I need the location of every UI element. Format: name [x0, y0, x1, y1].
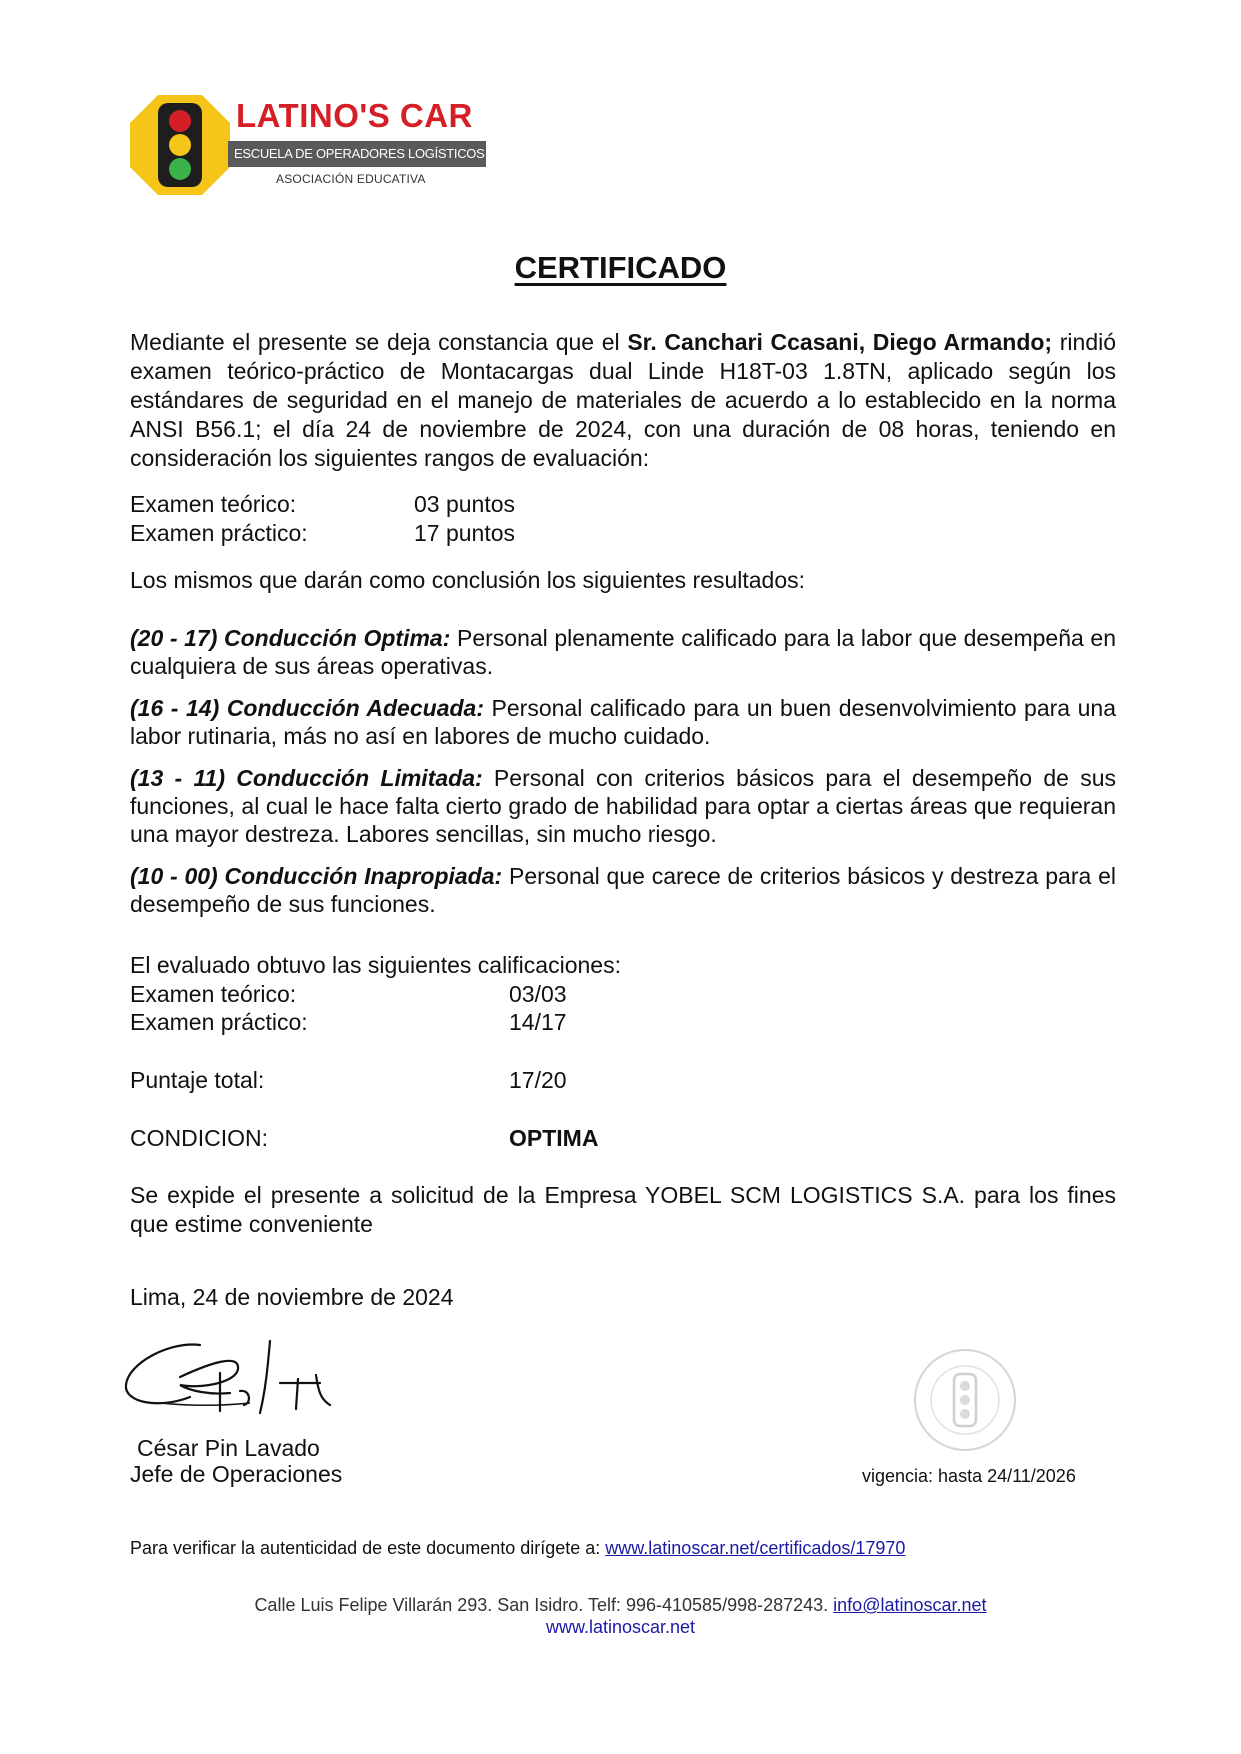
traffic-light-icon	[128, 93, 232, 197]
range-row-practice-label: Examen práctico:	[130, 520, 308, 546]
total-label: Puntaje total:	[130, 1067, 265, 1093]
level-heading: (20 - 17) Conducción Optima:	[130, 625, 451, 651]
intro-text-1: Mediante el presente se deja constancia que el	[130, 329, 628, 355]
seal-icon	[905, 1340, 1025, 1460]
level-heading: (13 - 11) Conducción Limitada:	[130, 765, 483, 791]
verify-link[interactable]: www.latinoscar.net/certificados/17970	[605, 1538, 906, 1558]
level-item	[130, 764, 1116, 848]
result-practice-label: Examen práctico:	[130, 1009, 308, 1035]
condition-value: OPTIMA	[509, 1125, 599, 1151]
signer-name: César Pin Lavado	[137, 1435, 320, 1461]
verify-text: Para verificar la autenticidad de este documento dirígete a:	[130, 1538, 606, 1558]
logo-subtitle: ESCUELA DE OPERADORES LOGÍSTICOS	[234, 146, 485, 161]
level-item	[130, 624, 1116, 680]
result-practice-value: 14/17	[509, 1009, 567, 1035]
intro-paragraph	[130, 328, 1116, 473]
range-row-theory-label: Examen teórico:	[130, 491, 297, 517]
level-text: Personal plenamente calificado para la labor que desempeña en cualquiera de sus áreas operativas.	[130, 625, 1116, 679]
address-text: Calle Luis Felipe Villarán 293. San Isidro. Telf: 996-410585/998-287243.	[254, 1595, 834, 1615]
level-heading: (10 - 00) Conducción Inapropiada:	[130, 863, 503, 889]
level-item	[130, 694, 1116, 750]
level-text: Personal con criterios básicos para el desempeño de sus funciones, al cual le hace falta cierto grado de habilidad para optar a ciertas áreas que requieran una mayor destreza. Labores sencillas, sin mucho riesgo.	[130, 765, 1117, 847]
intro-text-2: rindió examen teórico-práctico de Montacargas dual Linde H18T-03 1.8TN, aplicado según los estándares de seguridad en el manejo de materiales de acuerdo a lo establecido en la norma ANSI B56.1; el día 24 de noviembre de 2024, con una duración de 08 horas, teniendo en consideración los siguientes rangos de evaluación:	[130, 329, 1117, 471]
verify-line	[130, 1538, 905, 1559]
logo-association: ASOCIACIÓN EDUCATIVA	[276, 172, 426, 186]
range-row-theory-value: 03 puntos	[414, 491, 516, 517]
closing-paragraph: Se expide el presente a solicitud de la Empresa YOBEL SCM LOGISTICS S.A. para los fines que estime conveniente	[130, 1182, 1116, 1237]
logo-title: LATINO'S CAR	[236, 97, 473, 134]
range-row-practice-value: 17 puntos	[414, 520, 516, 546]
conclusion-intro: Los mismos que darán como conclusión los siguientes resultados:	[130, 567, 806, 593]
level-text: Personal que carece de criterios básicos y destreza para el desempeño de sus funciones.	[130, 863, 1116, 917]
level-text: Personal calificado para un buen desenvolvimiento para una labor rutinaria, más no así en labores de mucho cuidado.	[130, 695, 1117, 749]
signer-role: Jefe de Operaciones	[130, 1461, 343, 1487]
result-theory-value: 03/03	[509, 981, 567, 1007]
footer-address	[0, 1594, 1241, 1617]
email-link[interactable]: info@latinoscar.net	[833, 1595, 987, 1615]
website-link[interactable]: www.latinoscar.net	[545, 1617, 696, 1637]
validity-text: vigencia: hasta 24/11/2026	[862, 1466, 1076, 1486]
results-intro: El evaluado obtuvo las siguientes calificaciones:	[130, 952, 621, 978]
signature-image	[120, 1333, 350, 1423]
level-item	[130, 862, 1116, 918]
date-line: Lima, 24 de noviembre de 2024	[130, 1284, 454, 1310]
document-title: CERTIFICADO	[514, 250, 727, 285]
level-heading: (16 - 14) Conducción Adecuada:	[130, 695, 484, 721]
candidate-name: Sr. Canchari Ccasani, Diego Armando;	[627, 329, 1053, 355]
total-value: 17/20	[509, 1067, 567, 1093]
company-logo	[128, 93, 488, 203]
result-theory-label: Examen teórico:	[130, 981, 297, 1007]
condition-label: CONDICION:	[130, 1125, 268, 1151]
